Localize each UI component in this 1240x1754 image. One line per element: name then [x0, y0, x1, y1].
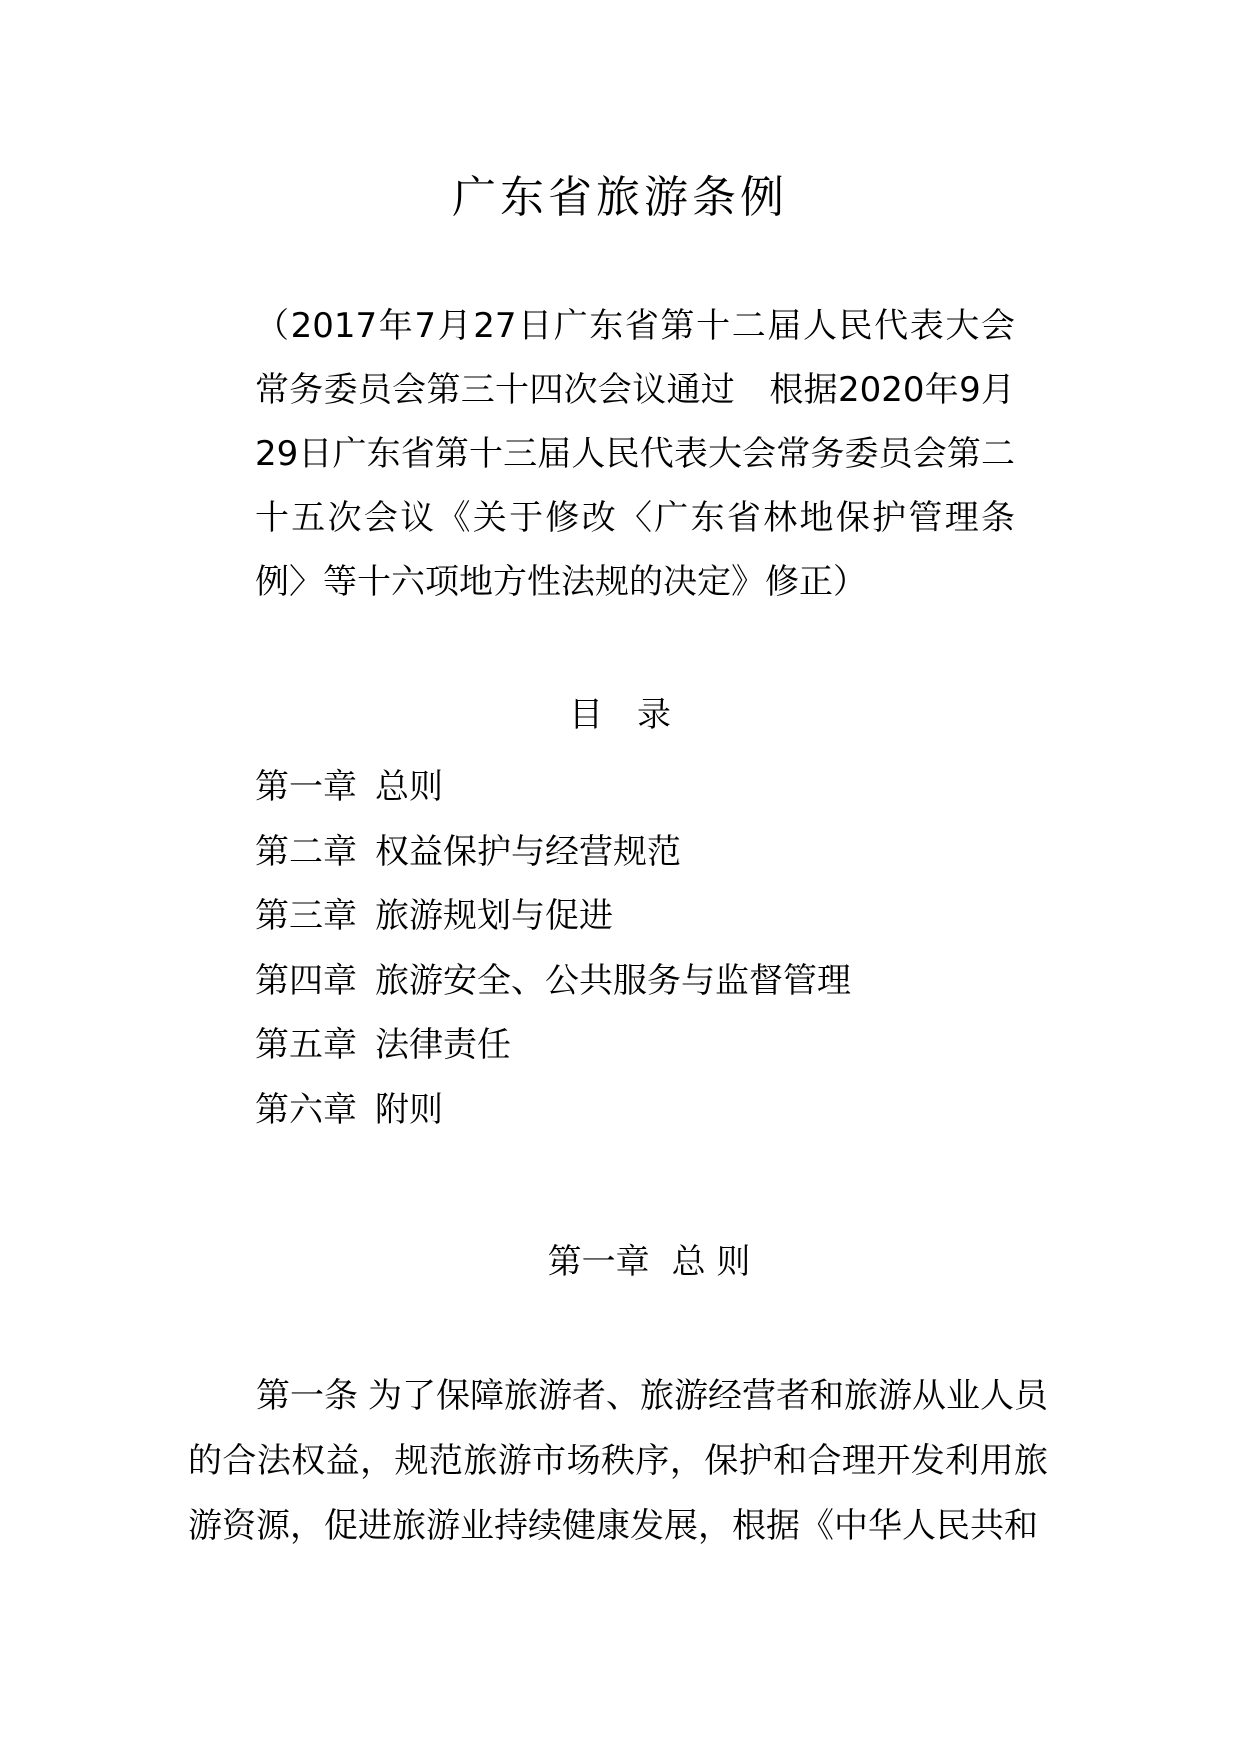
toc-chapter-title: 附则: [375, 1089, 443, 1130]
article-number: 第一条: [256, 1376, 358, 1416]
toc-chapter-title: 法律责任: [375, 1025, 511, 1065]
toc-chapter-number: 第五章: [255, 1025, 357, 1065]
toc-chapter-title: 旅游安全、公共服务与监督管理: [375, 960, 851, 1001]
adoption-note: （2017年7月27日广东省第十二届人民代表大会常务委员会第三十四次会议通过 根据2020年9月29日广东省第十三届人民代表大会常务委员会第二十五次会议《关于修改〈广东省林地保护管理条例〉等十六项地方性法规的决定》修正）: [255, 306, 1015, 602]
table-of-contents: [255, 755, 851, 1142]
toc-chapter-title: 旅游规划与促进: [375, 896, 613, 936]
toc-item: [255, 884, 851, 949]
toc-chapter-title: 总则: [375, 767, 443, 807]
chapter-title: 总 则: [671, 1242, 751, 1282]
article-paragraph: [188, 1364, 1048, 1559]
toc-chapter-title: 权益保护与经营规范: [375, 831, 681, 872]
document-title: 广东省旅游条例: [452, 172, 788, 223]
toc-item: [255, 1013, 851, 1078]
toc-item: [255, 820, 851, 885]
toc-chapter-number: 第二章: [255, 831, 357, 872]
toc-item: [255, 949, 851, 1014]
toc-item: [255, 1078, 851, 1143]
article-text: 为了保障旅游者、旅游经营者和旅游从业人员的合法权益，规范旅游市场秩序，保护和合理开发利用旅游资源，促进旅游业持续健康发展，根据《中华人民共和: [188, 1376, 1048, 1546]
chapter-number: 第一章: [547, 1242, 650, 1282]
chapter-heading: [0, 1237, 1240, 1287]
toc-item: [255, 755, 851, 820]
toc-heading: 目 录: [569, 695, 671, 735]
toc-chapter-number: 第一章: [255, 767, 357, 807]
toc-chapter-number: 第三章: [255, 896, 357, 936]
toc-chapter-number: 第六章: [255, 1089, 357, 1130]
toc-chapter-number: 第四章: [255, 960, 357, 1001]
